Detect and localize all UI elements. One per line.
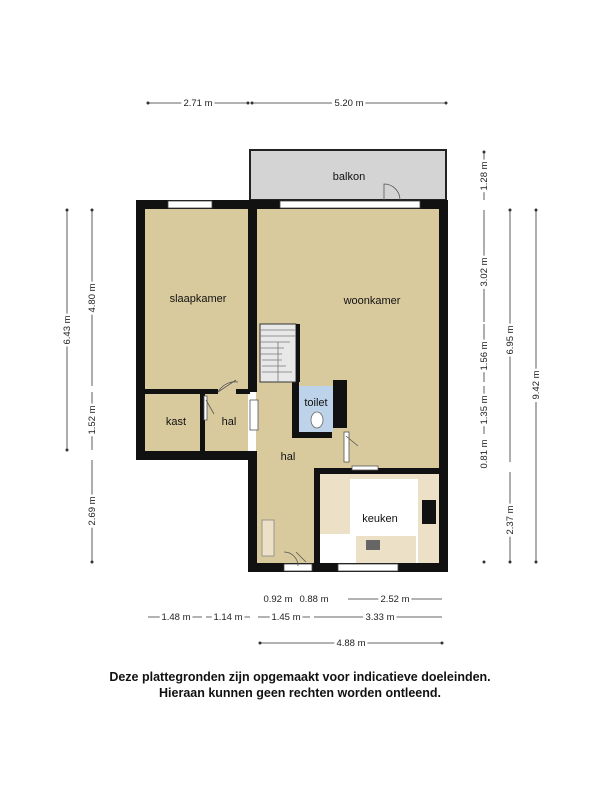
room-label-hal-main: hal: [280, 451, 296, 463]
dim-top-right: 5.20 m: [334, 98, 364, 109]
dim-bottom-148: 1.48 m: [161, 612, 191, 623]
dim-right-balcony: 1.28 m: [479, 161, 490, 191]
room-label-woonkamer: woonkamer: [343, 295, 401, 307]
dim-top-left: 2.71 m: [183, 98, 213, 109]
dim-left-outer: 6.43 m: [62, 315, 73, 345]
dim-left-inner-top: 4.80 m: [87, 283, 98, 313]
dim-right-outer: 9.42 m: [531, 370, 542, 400]
dim-bottom-092: 0.92 m: [263, 594, 293, 605]
room-label-kast: kast: [165, 416, 187, 428]
dim-right-mid: 6.95 m: [505, 325, 516, 355]
dim-bottom-114: 1.14 m: [213, 612, 243, 623]
dim-right-a: 3.02 m: [479, 257, 490, 287]
dim-right-d: 0.81 m: [479, 439, 490, 469]
stairs: [260, 324, 300, 382]
dim-bottom-252: 2.52 m: [380, 594, 410, 605]
dim-left-inner-mid: 1.52 m: [87, 405, 98, 435]
room-label-balkon: balkon: [332, 171, 366, 183]
room-label-toilet: toilet: [304, 397, 328, 409]
disclaimer-line-1: Deze plattegronden zijn opgemaakt voor indicatieve doeleinden.: [109, 670, 491, 684]
dim-right-e: 2.37 m: [505, 505, 516, 535]
dim-right-b: 1.56 m: [479, 341, 490, 371]
dim-bottom-088: 0.88 m: [299, 594, 329, 605]
dim-left-inner-bottom: 2.69 m: [87, 496, 98, 526]
room-label-keuken: keuken: [362, 513, 398, 525]
room-label-slaapkamer: slaapkamer: [169, 293, 227, 305]
dim-right-c: 1.35 m: [479, 395, 490, 425]
dim-bottom-333: 3.33 m: [365, 612, 395, 623]
dim-bottom-145: 1.45 m: [271, 612, 301, 623]
dim-bottom-488: 4.88 m: [336, 638, 366, 649]
room-label-hal-small: hal: [221, 416, 237, 428]
toilet-bowl: [311, 412, 323, 428]
disclaimer-line-2: Hieraan kunnen geen rechten worden ontleend.: [159, 686, 441, 700]
